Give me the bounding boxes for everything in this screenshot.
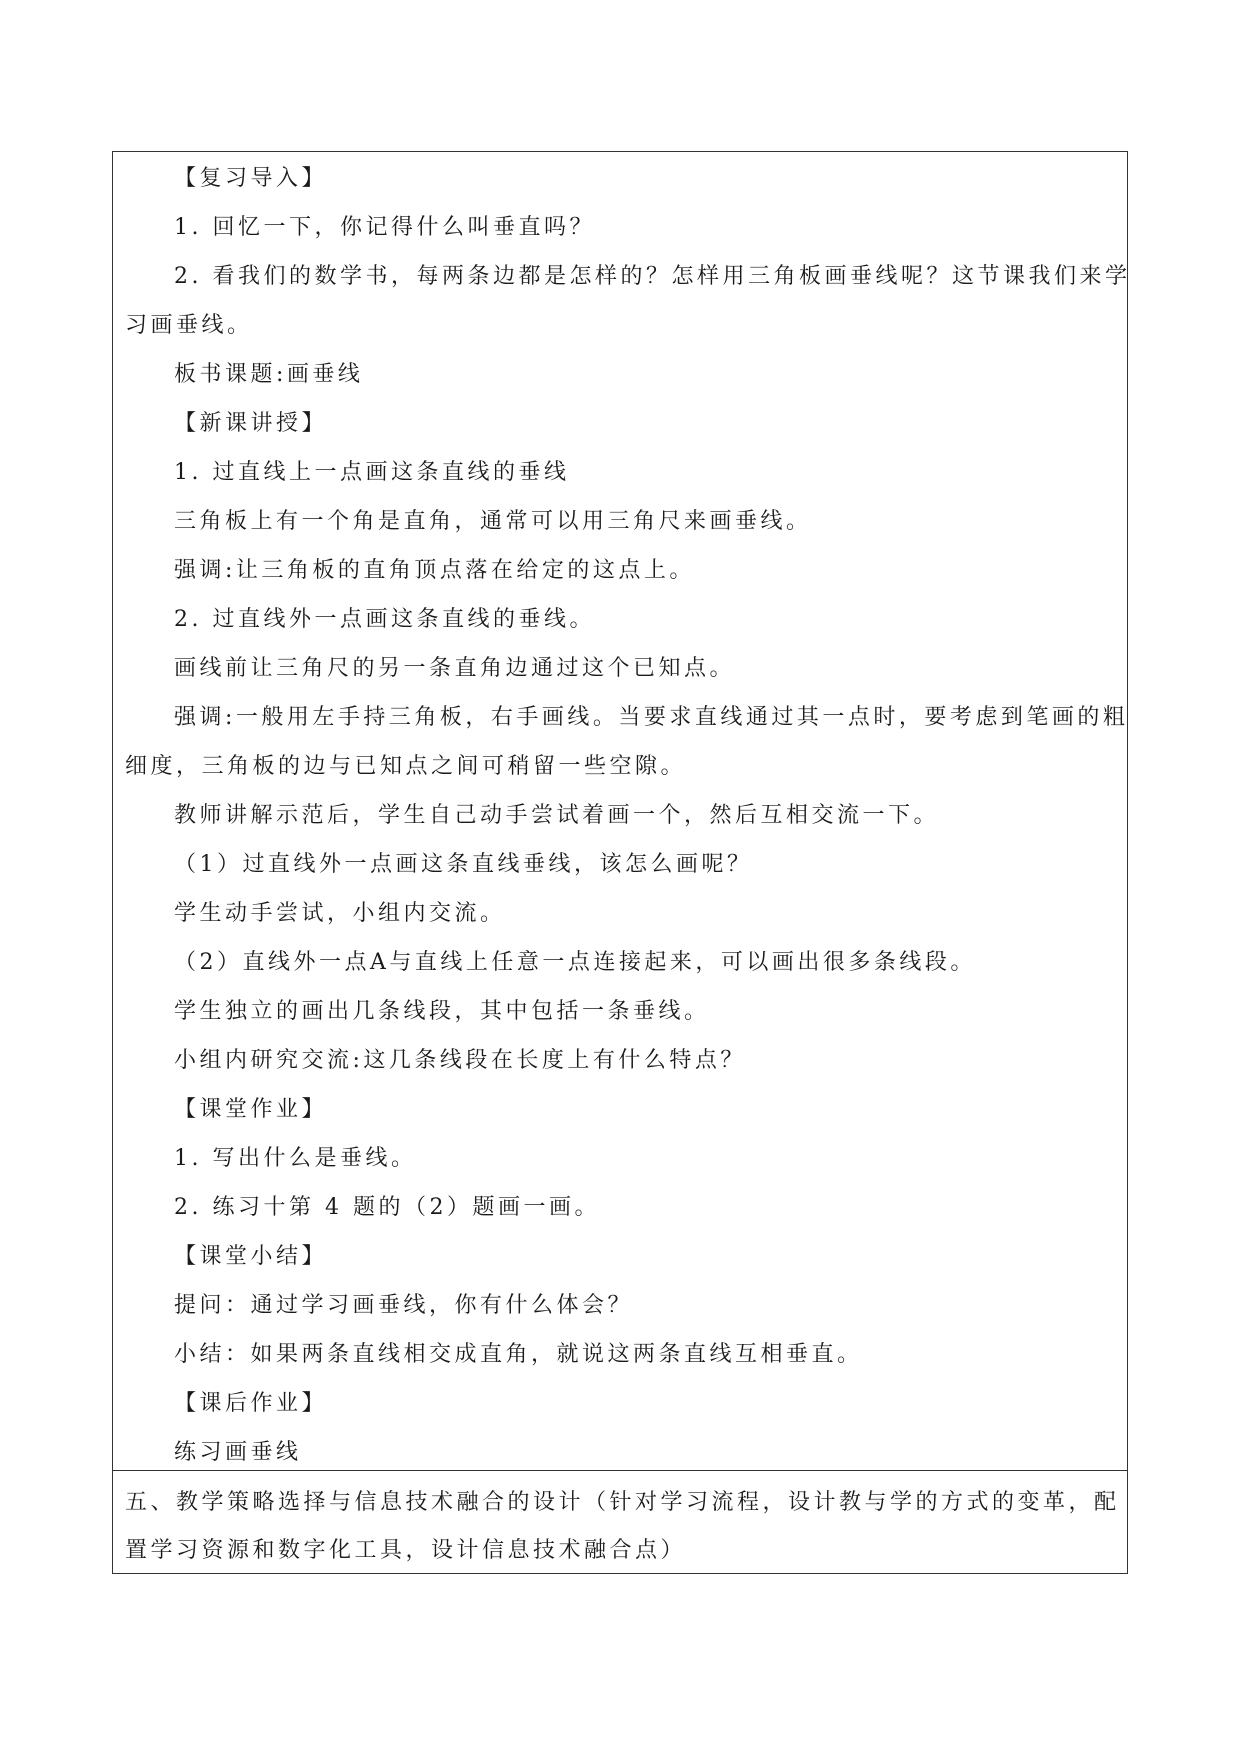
group-discussion: 小组内研究交流:这几条线段在长度上有什么特点？ — [174, 1048, 746, 1073]
review-item-2: 2. 看我们的数学书，每两条边都是怎样的？怎样用三角板画垂线呢？这节课我们来学 — [174, 264, 1131, 289]
homework-text: 练习画垂线 — [174, 1440, 302, 1465]
new-lesson-item-2-text: 画线前让三角尺的另一条直角边通过这个已知点。 — [174, 656, 736, 681]
question-1: （1）过直线外一点画这条直线垂线，该怎么画呢？ — [174, 852, 753, 877]
classwork-heading: 【课堂作业】 — [174, 1097, 328, 1122]
review-item-2-cont: 习画垂线。 — [125, 313, 253, 338]
homework-heading: 【课后作业】 — [174, 1391, 328, 1416]
section-5-title: 五、教学策略选择与信息技术融合的设计（针对学习流程，设计教与学的方式的变革，配 — [125, 1490, 1120, 1515]
new-lesson-heading: 【新课讲授】 — [174, 411, 328, 436]
classwork-item-2: 2. 练习十第 4 题的（2）题画一画。 — [174, 1195, 600, 1220]
section-5-cell — [113, 1471, 1127, 1575]
demo-text: 教师讲解示范后，学生自己动手尝试着画一个，然后互相交流一下。 — [174, 803, 940, 828]
new-lesson-item-2: 2. 过直线外一点画这条直线的垂线。 — [174, 607, 595, 632]
review-heading: 【复习导入】 — [174, 166, 328, 191]
new-lesson-item-1: 1. 过直线上一点画这条直线的垂线 — [174, 460, 570, 485]
new-lesson-item-2-emphasis: 强调:一般用左手持三角板，右手画线。当要求直线通过其一点时，要考虑到笔画的粗 — [174, 705, 1129, 730]
lesson-table — [112, 151, 1131, 1574]
review-item-1: 1. 回忆一下，你记得什么叫垂直吗？ — [174, 215, 595, 240]
summary-answer: 小结：如果两条直线相交成直角，就说这两条直线互相垂直。 — [174, 1342, 863, 1367]
question-2-answer: 学生独立的画出几条线段，其中包括一条垂线。 — [174, 999, 710, 1024]
new-lesson-item-1-emphasis: 强调:让三角板的直角顶点落在给定的这点上。 — [174, 558, 695, 583]
lesson-process-cell — [113, 152, 1131, 1470]
question-1-answer: 学生动手尝试，小组内交流。 — [174, 901, 506, 926]
new-lesson-item-1-text: 三角板上有一个角是直角，通常可以用三角尺来画垂线。 — [174, 509, 812, 534]
section-5-title-cont: 置学习资源和数字化工具，设计信息技术融合点） — [125, 1538, 687, 1563]
summary-question: 提问：通过学习画垂线，你有什么体会？ — [174, 1293, 634, 1318]
classwork-item-1: 1. 写出什么是垂线。 — [174, 1146, 417, 1171]
question-2: （2）直线外一点A与直线上任意一点连接起来，可以画出很多条线段。 — [174, 950, 976, 975]
new-lesson-item-2-emphasis-cont: 细度，三角板的边与已知点之间可稍留一些空隙。 — [125, 754, 687, 779]
summary-heading: 【课堂小结】 — [174, 1244, 328, 1269]
board-title: 板书课题:画垂线 — [174, 362, 364, 387]
